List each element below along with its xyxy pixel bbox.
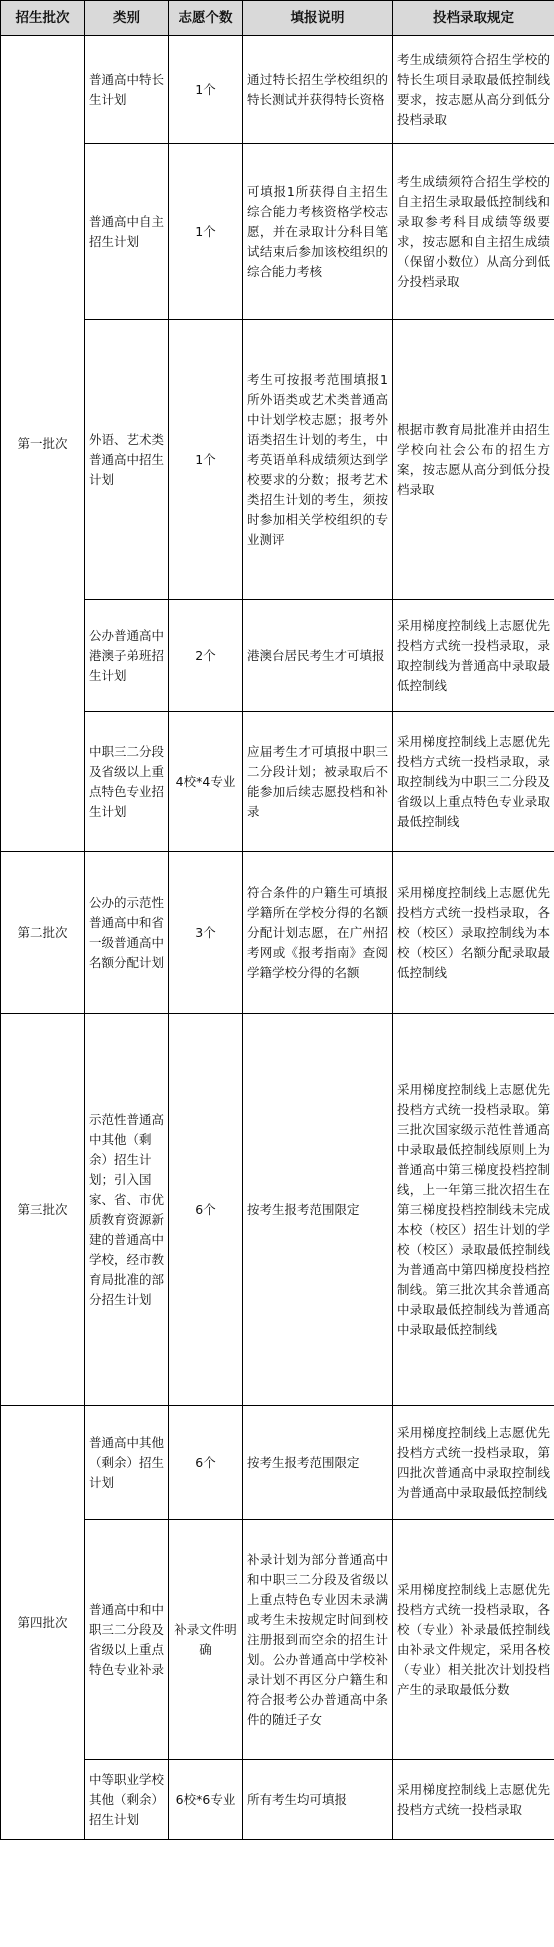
instructions-cell: 通过特长招生学校组织的特长测试并获得特长资格 xyxy=(243,36,393,144)
category-cell: 公办的示范性普通高中和省一级普通高中名额分配计划 xyxy=(85,852,169,1014)
category-cell: 示范性普通高中其他（剩余）招生计划；引入国家、省、市优质教育资源新建的普通高中学校，经市教育局批准的部分招生计划 xyxy=(85,1014,169,1406)
rules-cell: 考生成绩须符合招生学校的自主招生录取最低控制线和录取参考科目成绩等级要求，按志愿和自主招生成绩（保留小数位）从高分到低分投档录取 xyxy=(393,144,554,320)
table-row xyxy=(1,1014,554,1406)
table-row xyxy=(1,1760,554,1840)
table-row xyxy=(1,600,554,712)
instructions-cell: 考生可按报考范围填报1所外语类或艺术类普通高中计划学校志愿；报考外语类招生计划的考生，中考英语单科成绩须达到学校要求的分数；报考艺术类招生计划的考生，须按时参加相关学校组织的专业测评 xyxy=(243,320,393,600)
batch-cell: 第三批次 xyxy=(1,1014,85,1406)
header-rules: 投档录取规定 xyxy=(393,1,554,36)
rules-cell: 采用梯度控制线上志愿优先投档方式统一投档录取，各校（校区）录取控制线为本校（校区）名额分配录取最低控制线 xyxy=(393,852,554,1014)
batch-cell: 第一批次 xyxy=(1,36,85,852)
category-cell: 公办普通高中港澳子弟班招生计划 xyxy=(85,600,169,712)
table-row xyxy=(1,144,554,320)
choices-cell: 补录文件明确 xyxy=(169,1520,243,1760)
choices-cell: 3个 xyxy=(169,852,243,1014)
header-batch: 招生批次 xyxy=(1,1,85,36)
instructions-cell: 港澳台居民考生才可填报 xyxy=(243,600,393,712)
category-cell: 中职三二分段及省级以上重点特色专业招生计划 xyxy=(85,712,169,852)
table-row xyxy=(1,712,554,852)
instructions-cell: 按考生报考范围限定 xyxy=(243,1014,393,1406)
header-category: 类别 xyxy=(85,1,169,36)
instructions-cell: 可填报1所获得自主招生综合能力考核资格学校志愿，并在录取计分科目笔试结束后参加该校组织的综合能力考核 xyxy=(243,144,393,320)
choices-cell: 1个 xyxy=(169,36,243,144)
header-instructions: 填报说明 xyxy=(243,1,393,36)
choices-cell: 1个 xyxy=(169,320,243,600)
instructions-cell: 所有考生均可填报 xyxy=(243,1760,393,1840)
header-choices: 志愿个数 xyxy=(169,1,243,36)
choices-cell: 1个 xyxy=(169,144,243,320)
rules-cell: 采用梯度控制线上志愿优先投档方式统一投档录取。第三批次国家级示范性普通高中录取最低控制线原则上为普通高中第三梯度投档控制线，上一年第三批次招生在第三梯度投档控制线未完成本校（校区）招生计划的学校（校区）录取最低控制线为普通高中第四梯度投档控制线。第三批次其余普通高中录取最低控制线为普通高中录取最低控制线 xyxy=(393,1014,554,1406)
table-row xyxy=(1,852,554,1014)
category-cell: 普通高中特长生计划 xyxy=(85,36,169,144)
table-row xyxy=(1,36,554,144)
rules-cell: 采用梯度控制线上志愿优先投档方式统一投档录取，各校（专业）补录最低控制线由补录文件规定，采用各校（专业）相关批次计划投档产生的录取最低分数 xyxy=(393,1520,554,1760)
rules-cell: 采用梯度控制线上志愿优先投档方式统一投档录取，录取控制线为中职三二分段及省级以上重点特色专业录取最低控制线 xyxy=(393,712,554,852)
header-row xyxy=(1,1,554,36)
choices-cell: 6个 xyxy=(169,1406,243,1520)
choices-cell: 4校*4专业 xyxy=(169,712,243,852)
category-cell: 普通高中自主招生计划 xyxy=(85,144,169,320)
batch-cell: 第二批次 xyxy=(1,852,85,1014)
batch-cell: 第四批次 xyxy=(1,1406,85,1840)
category-cell: 外语、艺术类普通高中招生计划 xyxy=(85,320,169,600)
category-cell: 普通高中其他（剩余）招生计划 xyxy=(85,1406,169,1520)
category-cell: 普通高中和中职三二分段及省级以上重点特色专业补录 xyxy=(85,1520,169,1760)
instructions-cell: 补录计划为部分普通高中和中职三二分段及省级以上重点特色专业因未录满或考生未按规定时间到校注册报到而空余的招生计划。公办普通高中学校补录计划不再区分户籍生和符合报考公办普通高中条件的随迁子女 xyxy=(243,1520,393,1760)
choices-cell: 6个 xyxy=(169,1014,243,1406)
instructions-cell: 按考生报考范围限定 xyxy=(243,1406,393,1520)
table-row xyxy=(1,320,554,600)
rules-cell: 考生成绩须符合招生学校的特长生项目录取最低控制线要求，按志愿从高分到低分投档录取 xyxy=(393,36,554,144)
rules-cell: 采用梯度控制线上志愿优先投档方式统一投档录取 xyxy=(393,1760,554,1840)
choices-cell: 6校*6专业 xyxy=(169,1760,243,1840)
table-row xyxy=(1,1406,554,1520)
table-row xyxy=(1,1520,554,1760)
rules-cell: 采用梯度控制线上志愿优先投档方式统一投档录取，录取控制线为普通高中录取最低控制线 xyxy=(393,600,554,712)
instructions-cell: 符合条件的户籍生可填报学籍所在学校分得的名额分配计划志愿，在广州招考网或《报考指南》查阅学籍学校分得的名额 xyxy=(243,852,393,1014)
choices-cell: 2个 xyxy=(169,600,243,712)
instructions-cell: 应届考生才可填报中职三二分段计划；被录取后不能参加后续志愿投档和补录 xyxy=(243,712,393,852)
rules-cell: 根据市教育局批准并由招生学校向社会公布的招生方案，按志愿从高分到低分投档录取 xyxy=(393,320,554,600)
rules-cell: 采用梯度控制线上志愿优先投档方式统一投档录取，第四批次普通高中录取控制线为普通高中录取最低控制线 xyxy=(393,1406,554,1520)
category-cell: 中等职业学校其他（剩余）招生计划 xyxy=(85,1760,169,1840)
